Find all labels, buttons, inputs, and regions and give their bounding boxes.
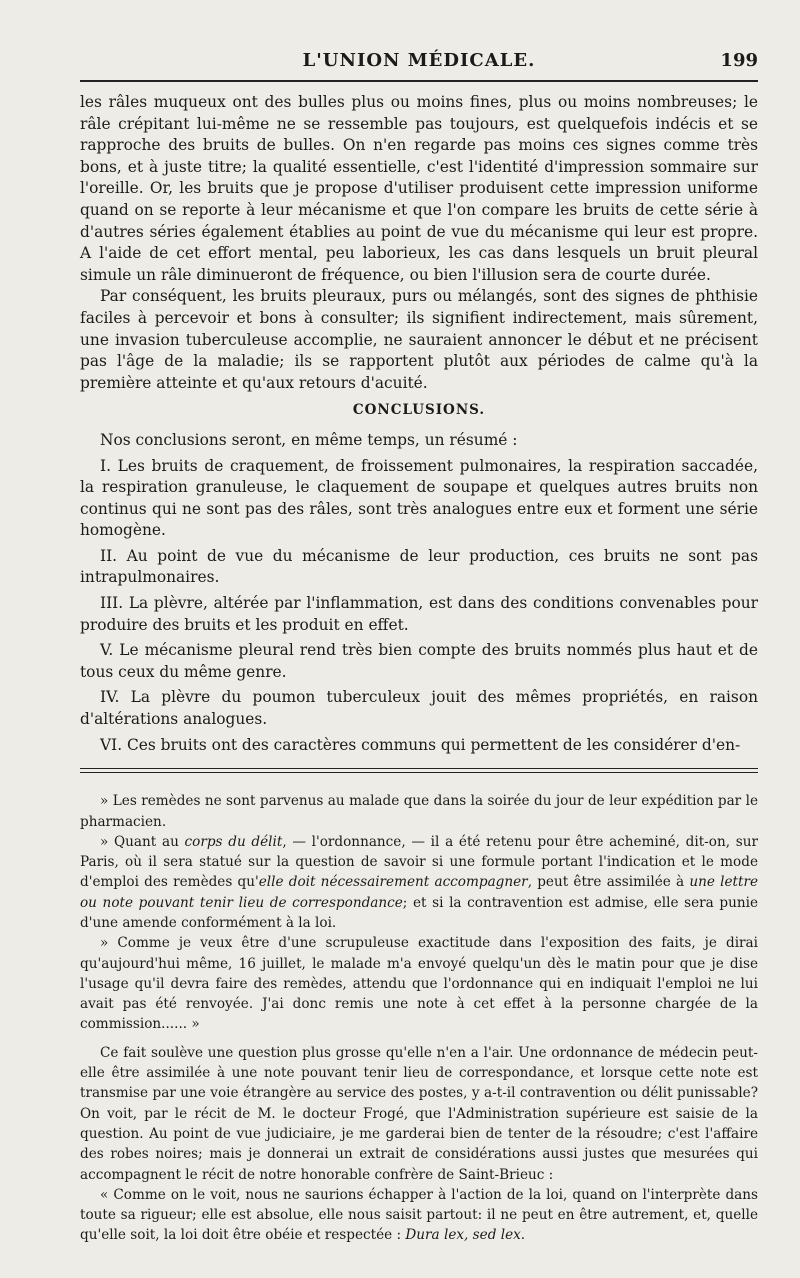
section-heading-conclusions: CONCLUSIONS. xyxy=(352,402,486,419)
paragraph: » Quant au corps du délit, — l'ordonnance, — il a été retenu pour être acheminé, dit-on, sur Paris, où il sera statué sur la question de savoir si une formule portant l'indication et le mode d'emploi des remèdes qu'elle doit nécessairement accompagner, peut être assimilée à une lettre ou note pouvant tenir lieu de correspondance; et si la contravention est admise, elle sera punie d'une amende conformément à la loi. xyxy=(80,833,758,931)
conclusion-item: I. Les bruits de craquement, de froissement pulmonaires, la respiration saccadée, la respiration granuleuse, le claquement de soupape et quelques autres bruits non continus qui ne sont pas des râles, sont très analogues entre eux et forment une série homogène. xyxy=(80,456,758,540)
conclusion-item: II. Au point de vue du mécanisme de leur production, ces bruits ne sont pas intrapulmonaires. xyxy=(80,546,758,587)
running-header xyxy=(80,40,758,80)
paragraph-continued: les râles muqueux ont des bulles plus ou moins fines, plus ou moins nombreuses; le râle crépitant lui-même ne se ressemble pas toujours, est quelquefois indécis et se rapproche des bruits de bulles. On n'en regarde pas moins ces signes comme très bons, et à juste titre; la qualité essentielle, c'est l'identité d'impression sommaire sur l'oreille. Or, les bruits que je propose d'utiliser produisent cette impression uniforme quand on se reporte à leur mécanisme et que l'on compare les bruits de cette série à d'autres séries également établies au point de vue du mécanisme qui leur est propre. A l'aide de cet effort mental, peu laborieux, les cas dans lesquels un bruit pleural simule un râle diminueront de fréquence, ou bien l'illusion sera de courte durée. xyxy=(80,93,758,284)
main-text xyxy=(80,92,758,756)
conclusion-item: V. Le mécanisme pleural rend très bien compte des bruits nommés plus haut et de tous ceux du même genre. xyxy=(80,641,758,681)
paragraph: » Les remèdes ne sont parvenus au malade que dans la soirée du jour de leur expédition par le pharmacien. xyxy=(80,793,758,830)
header-rule xyxy=(80,80,758,82)
feuilleton-text xyxy=(80,791,758,1246)
conclusion-item: VI. Ces bruits ont des caractères communs qui permettent de les considérer d'en- xyxy=(100,735,741,754)
paragraph: « Comme on le voit, nous ne saurions échapper à l'action de la loi, quand on l'interprète dans toute sa rigueur; elle est absolue, elle nous saisit partout: il ne peut en être autrement, et, quelle qu'elle soit, la loi doit être obéie et respectée : Dura lex, sed lex. xyxy=(80,1186,758,1244)
section-divider xyxy=(80,768,758,773)
journal-title: L'UNION MÉDICALE. xyxy=(302,50,536,71)
conclusion-item: III. La plèvre, altérée par l'inflammation, est dans des conditions convenables pour produire des bruits et les produit en effet. xyxy=(80,594,758,634)
paragraph: Nos conclusions seront, en même temps, un résumé : xyxy=(100,430,518,449)
paragraph: » Comme je veux être d'une scrupuleuse exactitude dans l'exposition des faits, je dirai qu'aujourd'hui même, 16 juillet, le malade m'a envoyé quelqu'un dès le matin pour que je dise l'usage qu'il devra faire des remèdes, attendu que l'ordonnance qui en indiquait l'emploi ne lui avait pas été renvoyée. J'ai donc remis une note à cet effet à la personne chargée de la commission...... » xyxy=(80,935,758,1033)
paragraph: Par conséquent, les bruits pleuraux, purs ou mélangés, sont des signes de phthisie faciles à percevoir et bons à consulter; ils signifient indirectement, mais sûrement, une invasion tuberculeuse accomplie, ne sauraient annoncer le début et ne précisent pas l'âge de la maladie; ils se rapportent plutôt aux périodes de calme qu'à la première atteinte et qu'aux retours d'acuité. xyxy=(80,287,758,392)
page-number: 199 xyxy=(720,50,758,71)
paragraph: Ce fait soulève une question plus grosse qu'elle n'en a l'air. Une ordonnance de médecin peut-elle être assimilée à une note pouvant tenir lieu de correspondance, et lorsque cette note est transmise par une voie étrangère au service des postes, y a-t-il contravention ou délit punissable? On voit, par le récit de M. le docteur Frogé, que l'Administration supérieure est saisie de la question. Au point de vue judiciaire, je me garderai bien de tenter de la résoudre; c'est l'affaire des robes noires; mais je donnerai un extrait de considérations aussi justes que mesurées qui accompagnent le récit de notre honorable confrère de Saint-Brieuc : xyxy=(80,1044,758,1183)
conclusion-item: IV. La plèvre du poumon tuberculeux jouit des mêmes propriétés, en raison d'altérations analogues. xyxy=(80,688,758,729)
